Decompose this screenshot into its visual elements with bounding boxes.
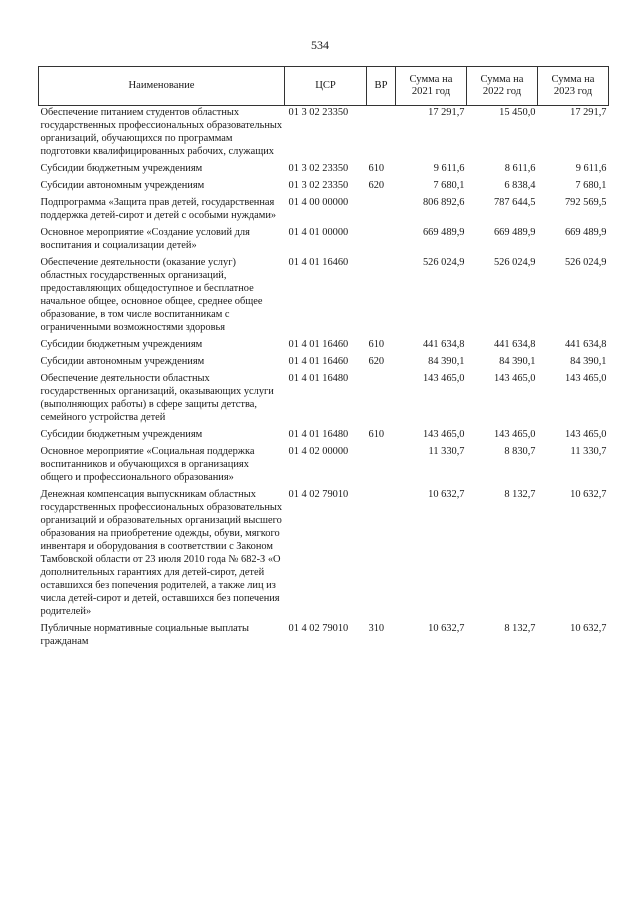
table-row	[39, 179, 609, 196]
row-csr: 01 4 01 16480	[288, 429, 349, 440]
row-sum-2022: 84 390,1	[499, 356, 536, 367]
row-vr: 610	[368, 163, 385, 174]
row-sum-2023: 11 330,7	[570, 446, 607, 457]
row-name: Обеспечение деятельности (оказание услуг) областных государственных организаций, предоставляющих общедоступное и бесплатное начальное общее, основное общее, среднее общее образование, в том числе воспитанникам с ограниченными возможностями здоровья	[40, 257, 263, 333]
row-vr: 620	[368, 180, 385, 191]
row-sum-2021: 10 632,7	[428, 489, 465, 500]
row-csr: 01 4 02 00000	[288, 446, 349, 457]
row-sum-2021: 143 465,0	[422, 373, 465, 384]
table-row	[39, 488, 609, 622]
row-sum-2022: 8 132,7	[504, 489, 536, 500]
table-row	[39, 622, 609, 652]
row-csr: 01 4 02 79010	[288, 489, 349, 500]
row-sum-2022: 441 634,8	[493, 339, 536, 350]
row-sum-2021: 143 465,0	[422, 429, 465, 440]
row-sum-2021: 84 390,1	[428, 356, 465, 367]
row-sum-2022: 143 465,0	[493, 373, 536, 384]
row-sum-2023: 441 634,8	[564, 339, 607, 350]
row-sum-2023: 143 465,0	[564, 429, 607, 440]
row-vr	[367, 445, 396, 488]
row-csr: 01 4 01 16480	[288, 373, 349, 384]
header-vr: ВР	[367, 67, 396, 106]
row-sum-2022: 526 024,9	[493, 257, 536, 268]
row-csr: 01 4 00 00000	[288, 197, 349, 208]
row-vr: 310	[368, 623, 385, 634]
row-name: Публичные нормативные социальные выплаты гражданам	[40, 623, 250, 647]
header-name: Наименование	[39, 67, 285, 106]
row-name: Подпрограмма «Защита прав детей, государственная поддержка детей-сирот и детей с особыми нуждами»	[40, 197, 277, 221]
row-sum-2022: 15 450,0	[499, 107, 536, 118]
row-name: Обеспечение питанием студентов областных государственных профессиональных образовательных организаций, обучающихся по программам подготовки квалифицированных рабочих, служащих	[40, 107, 283, 157]
row-name: Субсидии бюджетным учреждениям	[40, 429, 203, 440]
row-sum-2021: 11 330,7	[428, 446, 465, 457]
budget-table	[38, 66, 609, 652]
header-sum-2021: Сумма на 2021 год	[396, 67, 467, 106]
row-sum-2022: 8 611,6	[504, 163, 536, 174]
row-sum-2022: 6 838,4	[504, 180, 536, 191]
table-row	[39, 338, 609, 355]
table-row	[39, 256, 609, 338]
row-sum-2023: 792 569,5	[564, 197, 607, 208]
row-sum-2023: 526 024,9	[564, 257, 607, 268]
row-name: Основное мероприятие «Создание условий для воспитания и социализации детей»	[40, 227, 250, 251]
page-number: 534	[311, 38, 329, 52]
row-vr	[367, 106, 396, 163]
row-sum-2023: 10 632,7	[570, 623, 607, 634]
row-csr: 01 3 02 23350	[288, 180, 349, 191]
row-name: Обеспечение деятельности областных государственных организаций, оказывающих услуги (выполняющих работы) в сфере защиты детства, семейного устройства детей	[40, 373, 274, 423]
table-row	[39, 196, 609, 226]
row-sum-2022: 143 465,0	[493, 429, 536, 440]
header-csr: ЦСР	[285, 67, 367, 106]
row-csr: 01 3 02 23350	[288, 107, 349, 118]
row-sum-2021: 441 634,8	[422, 339, 465, 350]
row-name: Субсидии автономным учреждениям	[40, 180, 205, 191]
table-row	[39, 428, 609, 445]
table-header	[39, 67, 609, 106]
row-sum-2021: 7 680,1	[433, 180, 465, 191]
row-csr: 01 3 02 23350	[288, 163, 349, 174]
row-sum-2023: 10 632,7	[570, 489, 607, 500]
row-vr: 610	[368, 339, 385, 350]
row-csr: 01 4 01 16460	[288, 257, 349, 268]
table-body	[39, 106, 609, 653]
row-sum-2023: 669 489,9	[564, 227, 607, 238]
row-csr: 01 4 01 16460	[288, 356, 349, 367]
row-vr	[367, 256, 396, 338]
row-name: Субсидии бюджетным учреждениям	[40, 163, 203, 174]
row-sum-2021: 9 611,6	[433, 163, 465, 174]
row-vr	[367, 488, 396, 622]
row-sum-2021: 10 632,7	[428, 623, 465, 634]
row-sum-2023: 143 465,0	[564, 373, 607, 384]
table-row	[39, 355, 609, 372]
row-name: Денежная компенсация выпускникам областных государственных профессиональных образовательных организаций и образовательных организаций высшего образования на приобретение одежды, обуви, мягкого инвентаря и оборудования в соответствии с Законом Тамбовской области от 23 июля 2010 года № 682-З «О дополнительных гарантиях для детей-сирот, детей оставшихся без попечения родителей, а также лиц из числа детей-сирот и детей, оставшихся без попечения родителей»	[40, 489, 283, 617]
row-sum-2022: 669 489,9	[493, 227, 536, 238]
row-sum-2022: 8 830,7	[504, 446, 536, 457]
table-row	[39, 445, 609, 488]
row-vr	[367, 372, 396, 428]
row-sum-2021: 17 291,7	[428, 107, 465, 118]
table-row	[39, 372, 609, 428]
row-name: Основное мероприятие «Социальная поддержка воспитанников и обучающихся в организациях общего и профессионального образования»	[40, 446, 255, 483]
row-vr	[367, 196, 396, 226]
row-csr: 01 4 01 00000	[288, 227, 349, 238]
header-sum-2022: Сумма на 2022 год	[467, 67, 538, 106]
row-vr: 620	[368, 356, 385, 367]
row-sum-2021: 806 892,6	[422, 197, 465, 208]
row-sum-2023: 9 611,6	[575, 163, 607, 174]
row-csr: 01 4 02 79010	[288, 623, 349, 634]
row-vr	[367, 226, 396, 256]
row-sum-2023: 17 291,7	[570, 107, 607, 118]
row-sum-2021: 669 489,9	[422, 227, 465, 238]
row-sum-2023: 7 680,1	[575, 180, 607, 191]
table-row	[39, 162, 609, 179]
header-sum-2023: Сумма на 2023 год	[538, 67, 609, 106]
row-name: Субсидии автономным учреждениям	[40, 356, 205, 367]
row-csr: 01 4 01 16460	[288, 339, 349, 350]
row-sum-2022: 8 132,7	[504, 623, 536, 634]
table-row	[39, 106, 609, 163]
row-name: Субсидии бюджетным учреждениям	[40, 339, 203, 350]
row-sum-2022: 787 644,5	[493, 197, 536, 208]
table-row	[39, 226, 609, 256]
row-sum-2021: 526 024,9	[422, 257, 465, 268]
row-vr: 610	[368, 429, 385, 440]
row-sum-2023: 84 390,1	[570, 356, 607, 367]
